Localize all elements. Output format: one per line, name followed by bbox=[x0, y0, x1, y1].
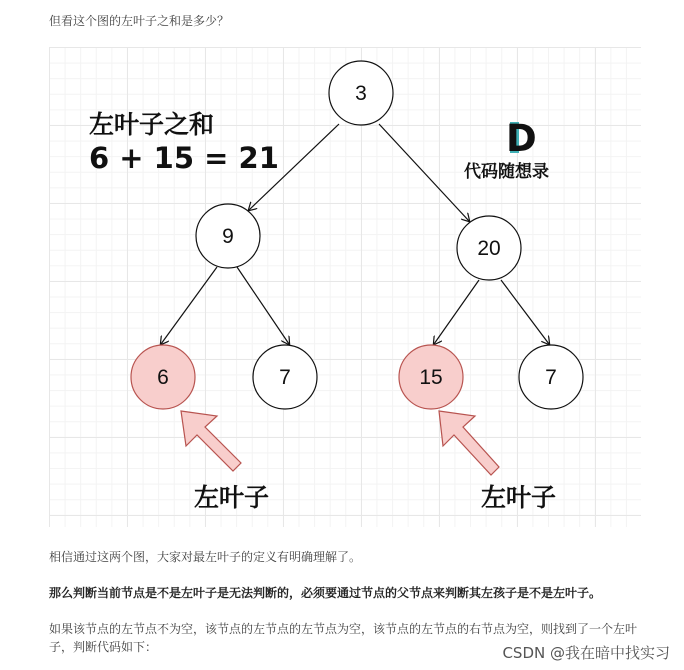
svg-text:9: 9 bbox=[222, 225, 234, 248]
sum-title: 左叶子之和 bbox=[89, 110, 215, 139]
leaf-label-2: 左叶子 bbox=[481, 483, 557, 512]
sum-equation: 6 + 15 = 21 bbox=[89, 141, 279, 175]
paragraph-3: 如果该节点的左节点不为空，该节点的左节点的左节点为空，该节点的左节点的右节点为空，则找到了一个左叶子，判断代码如下： bbox=[49, 622, 638, 654]
left-leaf-arrow-2 bbox=[439, 411, 499, 475]
paragraph-1: 相信通过这两个图，大家对最左叶子的定义有明确理解了。 bbox=[49, 550, 362, 564]
edge-left-leftright bbox=[237, 267, 289, 344]
tree-node-right-right bbox=[519, 345, 583, 409]
tree-node-right bbox=[457, 216, 521, 280]
brand-letter: D bbox=[506, 117, 537, 160]
tree-node-left-leaf bbox=[131, 345, 195, 409]
tree-diagram bbox=[49, 47, 641, 527]
svg-text:15: 15 bbox=[419, 366, 443, 389]
tree-node-right-leaf bbox=[399, 345, 463, 409]
tree-figure bbox=[49, 47, 641, 527]
leaf-label-1: 左叶子 bbox=[194, 483, 270, 512]
brand-logo bbox=[464, 117, 549, 182]
svg-text:6: 6 bbox=[157, 366, 169, 389]
edge-left-leftleft bbox=[161, 267, 217, 344]
edge-right-rightleft bbox=[434, 280, 479, 344]
edge-right-rightright bbox=[501, 280, 549, 344]
tree-node-left-right bbox=[253, 345, 317, 409]
brand-name: 代码随想录 bbox=[464, 162, 549, 182]
svg-text:20: 20 bbox=[477, 237, 501, 260]
left-leaf-arrow-1 bbox=[181, 411, 241, 471]
tree-node-root bbox=[329, 61, 393, 125]
svg-text:3: 3 bbox=[355, 82, 367, 105]
csdn-watermark: CSDN @我在暗中找实习 bbox=[502, 644, 670, 662]
edge-root-right bbox=[379, 124, 469, 221]
svg-text:7: 7 bbox=[279, 366, 291, 389]
tree-node-left bbox=[196, 204, 260, 268]
svg-text:7: 7 bbox=[545, 366, 557, 389]
paragraph-2: 那么判断当前节点是不是左叶子是无法判断的，必须要通过节点的父节点来判断其左孩子是不是左叶子。 bbox=[49, 586, 602, 600]
intro-text: 但看这个图的左叶子之和是多少？ bbox=[49, 14, 230, 28]
